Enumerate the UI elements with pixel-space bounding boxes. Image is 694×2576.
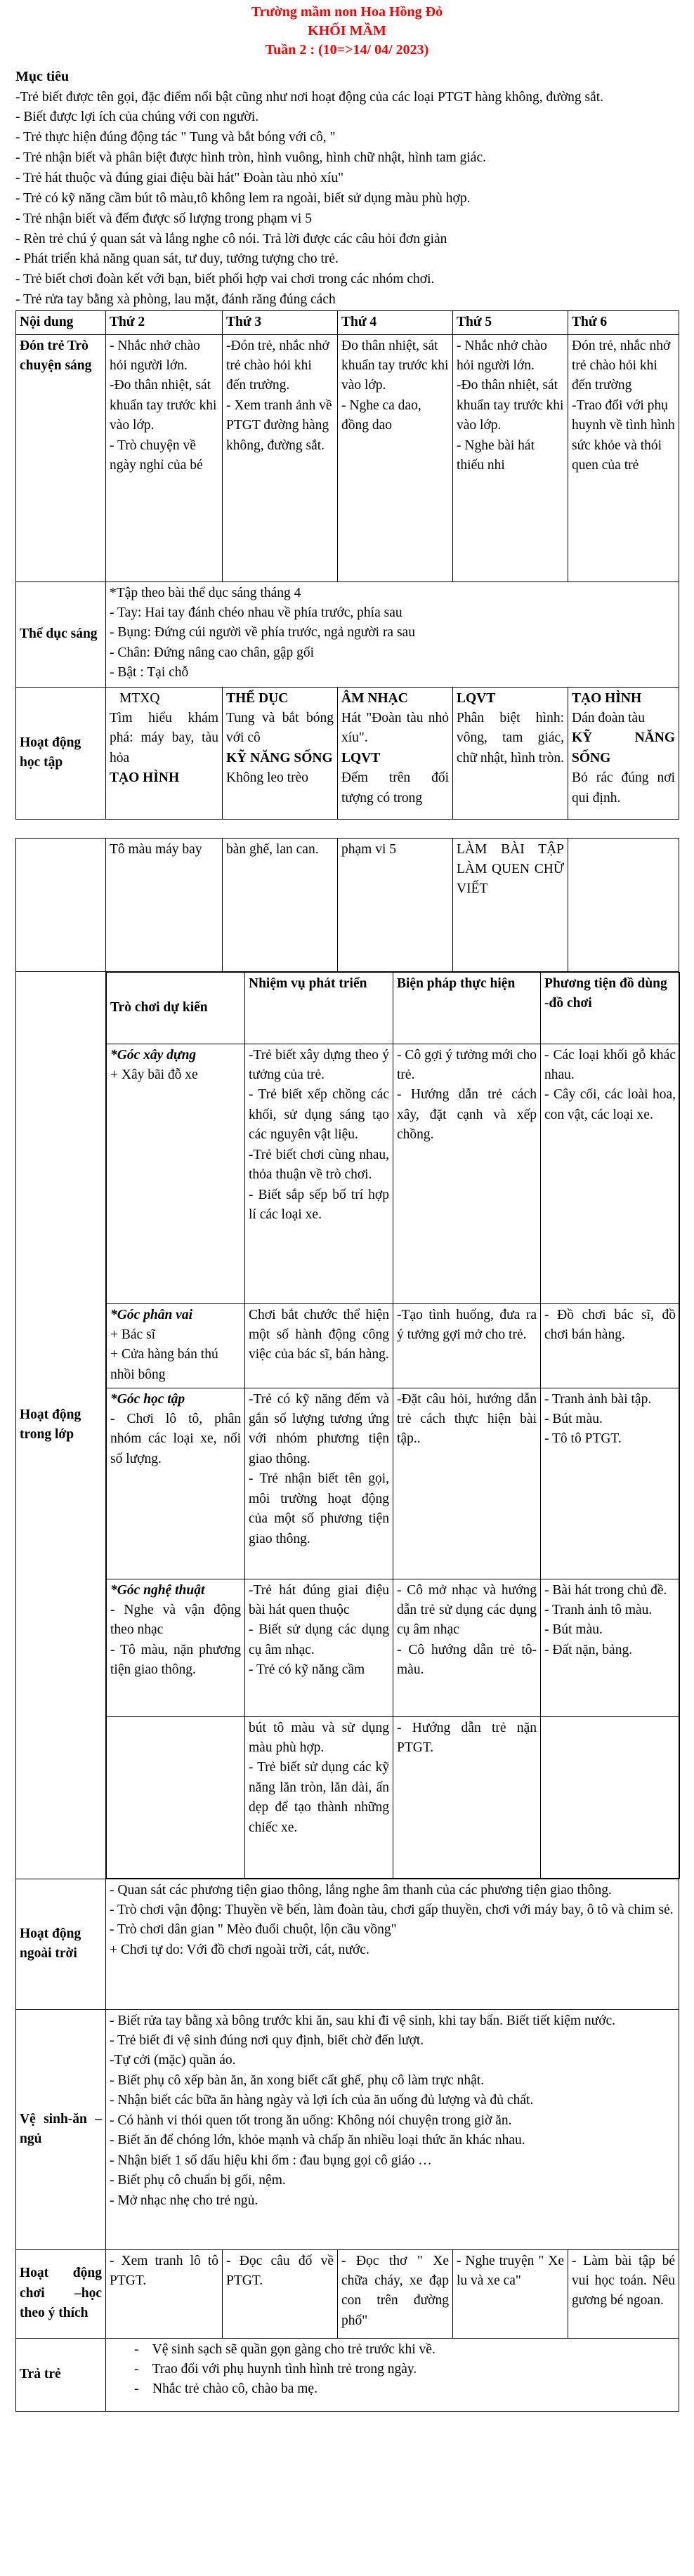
cell-line: -Đo thân nhiệt, sát khuẩn tay trước khi vào lớp.	[457, 378, 564, 433]
cell-line: Bỏ rác đúng nơi qui định.	[572, 770, 675, 806]
game-cell	[107, 1716, 245, 1878]
pickup-label: Trả trẻ	[16, 2338, 106, 2411]
document-header	[0, 0, 694, 60]
tasks-cell	[245, 1388, 393, 1579]
cell-title: TẠO HÌNH	[572, 690, 642, 706]
cell-line: Đón trẻ, nhắc nhở trẻ chào hỏi khi đến trường	[572, 338, 671, 393]
cell-line: - Bật : Tại chỗ	[110, 665, 189, 681]
cell-line: - Trò chơi vận động: Thuyền về bến, làm đoàn tàu, chơi gấp thuyền, chơi với máy bay, ô tô và chim sẻ.	[110, 1902, 674, 1917]
cell-line: + Bác sĩ	[110, 1327, 156, 1342]
cell-title: TẠO HÌNH	[110, 770, 180, 786]
cell-line: - Biết rửa tay bằng xà bông trước khi ăn, sau khi đi vệ sinh, khi tay bẩn. Biết tiết kiệm nước.	[110, 2013, 616, 2028]
cell-line: Tìm hiểu khám phá: máy bay, tàu hỏa	[110, 710, 218, 765]
cell-line: - Chân: Đứng nâng cao chân, gập gối	[110, 645, 315, 660]
cell-line: - Tay: Hai tay đánh chéo nhau về phía trước, phía sau	[110, 605, 402, 620]
play-cell-thu-4: - Đọc thơ " Xe chữa cháy, xe đạp con trên đường phố"	[338, 2249, 453, 2338]
cell-line: - Tranh ảnh bài tập.	[544, 1391, 652, 1407]
learning-cell-thu-3	[223, 687, 338, 819]
cell-line: -Đón trẻ, nhắc nhở trẻ chào hỏi khi đến trường.	[226, 338, 329, 393]
cell-line: - Hướng dẫn trẻ nặn PTGT.	[397, 1720, 537, 1755]
pickup-content	[106, 2338, 679, 2411]
outdoor-label: Hoạt động ngoài trời	[16, 1879, 106, 2009]
hygiene-row	[16, 2009, 679, 2249]
cell-line: - Bụng: Đứng cúi người về phía trước, ngả người ra sau	[110, 625, 415, 640]
cell-title: THỂ DỤC	[226, 690, 289, 706]
cell-title: MTXQ	[119, 690, 160, 706]
school-name: Trường mầm non Hoa Hồng Đỏ	[251, 4, 443, 20]
cell-line: -Trẻ biết xây dựng theo ý tưởng của trẻ.	[249, 1047, 389, 1082]
objective-item: - Trẻ biết chơi đoàn kết với bạn, biết phối hợp vai chơi trong các nhóm chơi.	[15, 272, 435, 287]
welcome-cell-thu-6	[568, 334, 679, 581]
methods-cell	[393, 1716, 541, 1878]
welcome-row	[16, 334, 679, 581]
cell-line: - Quan sát các phương tiện giao thông, lắng nghe âm thanh của các phương tiện giao thông.	[110, 1882, 612, 1898]
cell-line: - Nhắc trẻ chào cô, chào ba mẹ.	[134, 2381, 317, 2397]
continued-cell-thu-4: phạm vi 5	[338, 838, 453, 971]
objective-item: - Trẻ có kỹ năng cầm bút tô màu,tô không lem ra ngoài, biết sử dụng màu phù hợp.	[15, 190, 471, 206]
cell-title: ÂM NHẠC	[341, 690, 408, 706]
cell-line: - Trẻ nhận biết tên gọi, môi trường hoạt động của một số phương tiện giao thông.	[249, 1471, 389, 1546]
cell-line: - Bút màu.	[544, 1622, 603, 1638]
cell-line: - Nghe ca dao, đồng dao	[341, 397, 421, 433]
cell-line: - Xem tranh ảnh về PTGT đường hàng không, đường sắt.	[226, 397, 332, 453]
cell-line: - Biết sắp sếp bố trí hợp lí các loại xe.	[249, 1187, 389, 1223]
header-noi-dung: Nội dung	[16, 311, 106, 334]
cell-line: - Mở nhạc nhẹ cho trẻ ngủ.	[110, 2193, 258, 2208]
cell-line: - Có hành vi thói quen tốt trong ăn uống: Không nói chuyện trong giờ ăn.	[110, 2112, 512, 2128]
cell-line: - Nhận biết các bữa ăn hàng ngày và lợi ích của ăn uống đủ lượng và đủ chất.	[110, 2093, 534, 2108]
game-cell	[107, 1388, 245, 1579]
learning-cell-thu-6	[568, 687, 679, 819]
cell-line: Hát "Đoàn tàu nhỏ xíu".	[341, 710, 449, 746]
materials-cell	[541, 1388, 680, 1579]
cell-line: - Cô mở nhạc và hướng dẫn trẻ sử dụng các dụng cụ âm nhạc	[397, 1582, 537, 1638]
cell-line: + Chơi tự do: Với đồ chơi ngoài trời, cát, nước.	[110, 1942, 369, 1957]
empty-label-cell	[16, 838, 106, 971]
cell-title: KỸ NĂNG SỐNG	[226, 750, 333, 765]
hygiene-label: Vệ sinh-ăn –ngủ	[16, 2009, 106, 2249]
cell-line: - Cô hướng dẫn trẻ tô-màu.	[397, 1642, 537, 1678]
cell-line: - Biết phụ cô chuẩn bị gối, nệm.	[110, 2173, 286, 2188]
page-break-gap	[0, 820, 694, 838]
cell-line: -Đặt câu hỏi, hướng dẫn trẻ cách thực hiện bài tập..	[397, 1391, 537, 1447]
objective-item: - Rèn trẻ chú ý quan sát và lắng nghe cô nói. Trả lời được các câu hỏi đơn giản	[15, 231, 447, 247]
objectives-title: Mục tiêu	[15, 69, 70, 84]
indoor-row-building	[107, 1044, 680, 1303]
methods-cell	[393, 1303, 541, 1388]
cell-line: Phân biệt hình: vông, tam giác, chữ nhật, hình tròn.	[457, 710, 565, 765]
cell-line: Tung và bắt bóng với cô	[226, 710, 334, 746]
materials-cell	[541, 1716, 680, 1878]
game-cell	[107, 1579, 245, 1716]
cell-line: - Tô tô PTGT.	[544, 1431, 622, 1447]
tasks-cell	[245, 1044, 393, 1303]
table-header-row	[16, 311, 679, 334]
cell-line: - Trẻ biết xếp chồng các khối, sử dụng sáng tạo các nguyên vật liệu.	[249, 1087, 389, 1143]
cell-line: - Hướng dẫn trẻ cách xây, đặt cạnh và xếp chồng.	[397, 1087, 537, 1143]
outdoor-content	[106, 1879, 679, 2009]
schedule-table-top	[15, 310, 679, 819]
welcome-cell-thu-2	[106, 334, 223, 581]
game-title: *Góc phân vai	[110, 1307, 192, 1322]
game-cell	[107, 1303, 245, 1388]
cell-line: - Cây cối, các loài hoa, con vật, các loại xe.	[544, 1087, 676, 1122]
cell-line: -Tự cởi (mặc) quần áo.	[110, 2053, 236, 2068]
indoor-content	[106, 971, 679, 1879]
exercise-row	[16, 581, 679, 687]
tasks-cell	[245, 1579, 393, 1716]
hygiene-content	[106, 2009, 679, 2249]
cell-title: LQVT	[457, 690, 496, 706]
indoor-header-materials: Phương tiện đồ dùng -đồ chơi	[541, 972, 680, 1044]
header-thu-5: Thứ 5	[453, 311, 568, 334]
welcome-cell-thu-4	[338, 334, 453, 581]
continued-cell-thu-3: bàn ghế, lan can.	[223, 838, 338, 971]
cell-line: - Tô màu, nặn phương tiện giao thông.	[110, 1642, 241, 1678]
objective-item: - Biết được lợi ích của chúng với con người.	[15, 110, 259, 125]
header-thu-4: Thứ 4	[338, 311, 453, 334]
cell-line: Chơi bắt chước thể hiện một số hành động công việc của bác sĩ, bán hàng.	[249, 1307, 389, 1362]
materials-cell	[541, 1044, 680, 1303]
cell-line: - Đất nặn, bảng.	[544, 1642, 633, 1657]
learning-cell-thu-2	[106, 687, 223, 819]
indoor-row-learning	[107, 1388, 680, 1579]
cell-line: - Biết sử dụng các dụng cụ âm nhạc.	[249, 1622, 389, 1657]
objectives-section	[15, 67, 680, 310]
cell-line: -Tạo tình huống, đưa ra ý tưởng gợi mở cho trẻ.	[397, 1307, 537, 1342]
objective-item: -Trẻ biết được tên gọi, đặc điểm nổi bật cũng như nơi hoạt động của các loại PTGT hàng không, đường sắt.	[15, 89, 604, 105]
play-cell-thu-2: - Xem tranh lô tô PTGT.	[106, 2249, 223, 2338]
tasks-cell	[245, 1303, 393, 1388]
indoor-row	[16, 971, 679, 1879]
indoor-label: Hoạt động trong lớp	[16, 971, 106, 1879]
cell-line: - Cô gợi ý tưởng mới cho trẻ.	[397, 1047, 537, 1082]
indoor-header-row	[107, 972, 680, 1044]
objective-item: - Phát triển khả năng quan sát, tư duy, tưởng tượng cho trẻ.	[15, 251, 339, 267]
cell-line: Dán đoàn tàu	[572, 710, 645, 725]
game-title: *Góc xây dựng	[110, 1047, 197, 1063]
tasks-cell	[245, 1716, 393, 1878]
indoor-row-roleplay	[107, 1303, 680, 1388]
cell-title: KỸ NĂNG SỐNG	[572, 730, 675, 765]
cell-line: Đo thân nhiệt, sát khuẩn tay trước khi vào lớp.	[341, 338, 449, 393]
cell-line: -Trao đổi với phụ huynh về tình hình sức khỏe và thói quen của trẻ	[572, 397, 675, 473]
continued-cell-thu-6	[568, 838, 679, 971]
indoor-header-methods: Biện pháp thực hiện	[393, 972, 541, 1044]
cell-line: - Bút màu.	[544, 1411, 603, 1426]
learning-cell-thu-5	[453, 687, 568, 819]
cell-line: - Nhận biết 1 số dấu hiệu khi ốm : đau bụng gọi cô giáo …	[110, 2153, 432, 2168]
welcome-cell-thu-5	[453, 334, 568, 581]
game-title: *Góc học tập	[110, 1391, 185, 1407]
cell-line: - Biết phụ cô xếp bàn ăn, ăn xong biết cất ghế, phụ cô làm trực nhật.	[110, 2072, 485, 2088]
objective-item: - Trẻ nhận biết và đếm được số lượng trong phạm vi 5	[15, 211, 312, 226]
play-cell-thu-3: - Đọc câu đố về PTGT.	[223, 2249, 338, 2338]
schedule-table-bottom	[15, 838, 679, 2412]
objective-item: - Trẻ thực hiện đúng động tác " Tung và bắt bóng với cô, "	[15, 130, 336, 145]
cell-line: - Trao đổi với phụ huynh tình hình trẻ trong ngày.	[134, 2361, 417, 2377]
cell-line: - Trò chuyện về ngày nghỉ của bé	[110, 438, 203, 473]
cell-line: + Cửa hàng bán thú nhồi bông	[110, 1347, 218, 1382]
objective-item: - Trẻ hát thuộc và đúng giai điệu bài hát" Đoàn tàu nhỏ xíu"	[15, 171, 344, 186]
cell-line: - Bài hát trong chủ đề.	[544, 1582, 667, 1598]
cell-line: - Nhắc nhở chào hỏi người lớn.	[110, 338, 200, 373]
exercise-label: Thể dục sáng	[16, 581, 106, 687]
cell-line: + Xây bãi đỗ xe	[110, 1067, 198, 1082]
methods-cell	[393, 1579, 541, 1716]
play-label: Hoạt động chơi –học theo ý thích	[16, 2249, 106, 2338]
header-thu-6: Thứ 6	[568, 311, 679, 334]
cell-line: -Trẻ có kỹ năng đếm và gắn số lượng tương ứng với nhóm phương tiện giao thông.	[249, 1391, 389, 1466]
game-title: *Góc nghệ thuật	[110, 1582, 205, 1598]
indoor-header-games: Trò chơi dự kiến	[107, 972, 245, 1044]
grade-title: KHỐI MẦM	[308, 23, 386, 39]
header-thu-3: Thứ 3	[223, 311, 338, 334]
game-cell	[107, 1044, 245, 1303]
play-row	[16, 2249, 679, 2338]
pickup-row	[16, 2338, 679, 2411]
cell-line: Không leo trèo	[226, 770, 308, 786]
cell-line: - Nghe bài hát thiếu nhi	[457, 438, 535, 473]
cell-line: - Chơi lô tô, phân nhóm các loại xe, nối số lượng.	[110, 1411, 241, 1466]
cell-line: *Tập theo bài thể dục sáng tháng 4	[110, 585, 301, 600]
outdoor-row	[16, 1879, 679, 2009]
cell-line: - Vệ sinh sạch sẽ quần gọn gàng cho trẻ trước khi về.	[134, 2341, 436, 2357]
cell-line: - Trẻ biết sử dụng các kỹ năng lăn tròn, lăn dài, ấn dẹp để tạo thành những chiếc xe.	[249, 1760, 389, 1835]
objective-item: - Trẻ nhận biết và phân biệt được hình tròn, hình vuông, hình chữ nhật, hình tam giác.	[15, 150, 486, 166]
play-cell-thu-6: - Làm bài tập bé vui học toán. Nêu gương bé ngoan.	[568, 2249, 679, 2338]
cell-line: - Biết ăn để chóng lớn, khỏe mạnh và chấp ăn nhiều loại thức ăn khác nhau.	[110, 2133, 525, 2148]
cell-line: - Trẻ có kỹ năng cầm	[249, 1662, 365, 1678]
indoor-row-arts-continued	[107, 1716, 680, 1878]
cell-title: LQVT	[341, 750, 381, 765]
week-title: Tuần 2 : (10=>14/ 04/ 2023)	[265, 42, 429, 58]
cell-line: - Nhắc nhở chào hỏi người lớn.	[457, 338, 547, 373]
cell-line: -Đo thân nhiệt, sát khuẩn tay trước khi vào lớp.	[110, 378, 217, 433]
learning-row	[16, 687, 679, 819]
cell-line: - Nghe và vận động theo nhạc	[110, 1602, 241, 1638]
exercise-content	[106, 581, 679, 687]
continued-cell-thu-5: LÀM BÀI TẬP LÀM QUEN CHỮ VIẾT	[453, 838, 568, 971]
cell-line: - Trẻ biết đi vệ sinh đúng nơi quy định, biết chờ đến lượt.	[110, 2032, 424, 2048]
indoor-subtable	[106, 972, 680, 1879]
learning-label: Hoạt động học tập	[16, 687, 106, 819]
cell-line: -Trẻ hát đúng giai điệu bài hát quen thuộc	[249, 1582, 389, 1617]
cell-line: - Trò chơi dân gian " Mèo đuổi chuột, lộn cầu vồng"	[110, 1922, 397, 1938]
play-cell-thu-5: - Nghe truyện " Xe lu và xe ca"	[453, 2249, 568, 2338]
materials-cell	[541, 1303, 680, 1388]
methods-cell	[393, 1388, 541, 1579]
cell-line: Đếm trên đối tượng có trong	[341, 770, 449, 806]
cell-line: -Trẻ biết chơi cùng nhau, thỏa thuận về trò chơi.	[249, 1147, 389, 1183]
methods-cell	[393, 1044, 541, 1303]
indoor-row-arts	[107, 1579, 680, 1716]
objective-item: - Trẻ rửa tay bằng xà phòng, lau mặt, đánh răng đúng cách	[15, 292, 336, 308]
cell-line: bút tô màu và sử dụng màu phù hợp.	[249, 1720, 389, 1755]
learning-cell-thu-4	[338, 687, 453, 819]
welcome-label: Đón trẻ Trò chuyện sáng	[16, 334, 106, 581]
continued-cell-thu-2: Tô màu máy bay	[106, 838, 223, 971]
materials-cell	[541, 1579, 680, 1716]
learning-continued-row	[16, 838, 679, 971]
header-thu-2: Thứ 2	[106, 311, 223, 334]
cell-line: - Đồ chơi bác sĩ, đồ chơi bán hàng.	[544, 1307, 676, 1342]
cell-line: - Các loại khối gỗ khác nhau.	[544, 1047, 676, 1082]
cell-line: - Tranh ảnh tô màu.	[544, 1602, 653, 1617]
indoor-header-tasks: Nhiệm vụ phát triển	[245, 972, 393, 1044]
welcome-cell-thu-3	[223, 334, 338, 581]
